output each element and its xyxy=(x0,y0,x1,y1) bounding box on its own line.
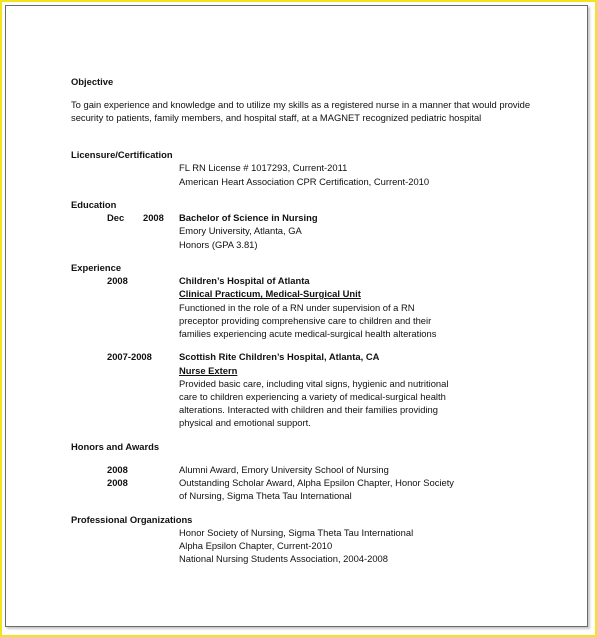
education-heading: Education xyxy=(71,199,117,210)
job-description-line: families experiencing acute medical-surgical health alterations xyxy=(179,328,437,339)
job-employer: Scottish Rite Children’s Hospital, Atlanta, CA xyxy=(179,351,380,362)
objective-text: To gain experience and knowledge and to utilize my skills as a registered nurse in a manner that would provide security to patients, family members, and hospital staff, at a MAGNET recognized pediatric hospital xyxy=(71,99,531,123)
job-description-line: preceptor providing comprehensive care to children and their xyxy=(179,315,432,326)
job-description-line: physical and emotional support. xyxy=(179,417,311,428)
honors-heading: Honors and Awards xyxy=(71,441,160,452)
education-honors: Honors (GPA 3.81) xyxy=(179,239,258,250)
honor-year: 2008 xyxy=(107,464,128,475)
education-month: Dec xyxy=(107,212,125,223)
honor-year: 2008 xyxy=(107,477,128,488)
job-description-line: care to children experiencing a variety of medical-surgical health xyxy=(179,391,446,402)
job-description-line: alterations. Interacted with children and their families providing xyxy=(179,404,438,415)
organizations-heading: Professional Organizations xyxy=(71,514,193,525)
organization-item: Alpha Epsilon Chapter, Current-2010 xyxy=(179,540,333,551)
job-description-line: Provided basic care, including vital signs, hygienic and nutritional xyxy=(179,378,449,389)
objective-heading: Objective xyxy=(71,76,114,87)
education-degree: Bachelor of Science in Nursing xyxy=(179,212,318,223)
license-item: FL RN License # 1017293, Current-2011 xyxy=(179,162,348,173)
job-date: 2007-2008 xyxy=(107,351,152,362)
education-school: Emory University, Atlanta, GA xyxy=(179,225,302,236)
job-employer: Children’s Hospital of Atlanta xyxy=(179,275,310,286)
job-role: Nurse Extern xyxy=(179,365,238,376)
job-role: Clinical Practicum, Medical-Surgical Unit xyxy=(179,288,361,299)
honor-line: Outstanding Scholar Award, Alpha Epsilon Chapter, Honor Society xyxy=(179,477,454,488)
honor-line: of Nursing, Sigma Theta Tau International xyxy=(179,490,352,501)
job-description-line: Functioned in the role of a RN under supervision of a RN xyxy=(179,302,415,313)
job-date: 2008 xyxy=(107,275,128,286)
honor-line: Alumni Award, Emory University School of Nursing xyxy=(179,464,389,475)
resume-page xyxy=(5,5,588,627)
licensure-heading: Licensure/Certification xyxy=(71,149,173,160)
organization-item: Honor Society of Nursing, Sigma Theta Tau International xyxy=(179,527,414,538)
education-year: 2008 xyxy=(143,212,164,223)
license-item: American Heart Association CPR Certification, Current-2010 xyxy=(179,176,430,187)
experience-heading: Experience xyxy=(71,262,122,273)
organization-item: National Nursing Students Association, 2004-2008 xyxy=(179,553,388,564)
